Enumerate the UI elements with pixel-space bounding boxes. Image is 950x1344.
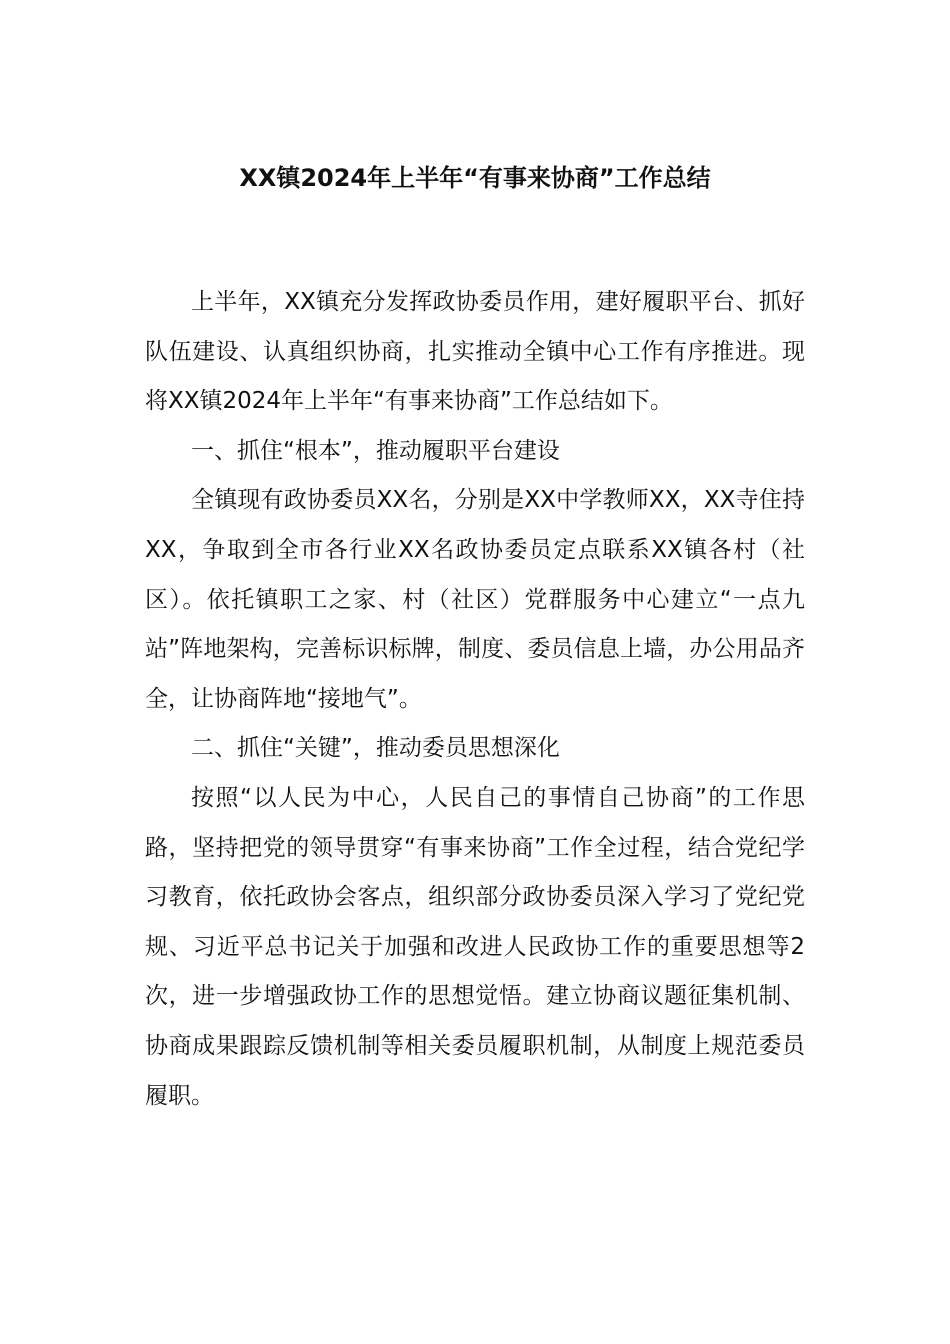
paragraph-section-1: 全镇现有政协委员XX名，分别是XX中学教师XX，XX寺住持XX，争取到全市各行业XX名政协委员定点联系XX镇各村（社区）。依托镇职工之家、村（社区）党群服务中心建立“一点九站”阵地架构，完善标识标牌，制度、委员信息上墙，办公用品齐全，让协商阵地“接地气”。	[145, 487, 805, 712]
paragraph-intro: 上半年，XX镇充分发挥政协委员作用，建好履职平台、抓好队伍建设、认真组织协商，扎实推动全镇中心工作有序推进。现将XX镇2024年上半年“有事来协商”工作总结如下。	[145, 289, 805, 415]
document-title: XX镇2024年上半年“有事来协商”工作总结	[239, 164, 711, 192]
paragraph-section-2: 按照“以人民为中心，人民自己的事情自己协商”的工作思路，坚持把党的领导贯穿“有事来协商”工作全过程，结合党纪学习教育，依托政协会客点，组织部分政协委员深入学习了党纪党规、习近平总书记关于加强和改进人民政协工作的重要思想等2次，进一步增强政协工作的思想觉悟。建立协商议题征集机制、协商成果跟踪反馈机制等相关委员履职机制，从制度上规范委员履职。	[145, 784, 805, 1109]
section-heading-1: 一、抓住“根本”，推动履职平台建设	[191, 437, 560, 464]
document-body	[145, 278, 805, 1121]
section-heading-2: 二、抓住“关键”，推动委员思想深化	[191, 735, 560, 762]
